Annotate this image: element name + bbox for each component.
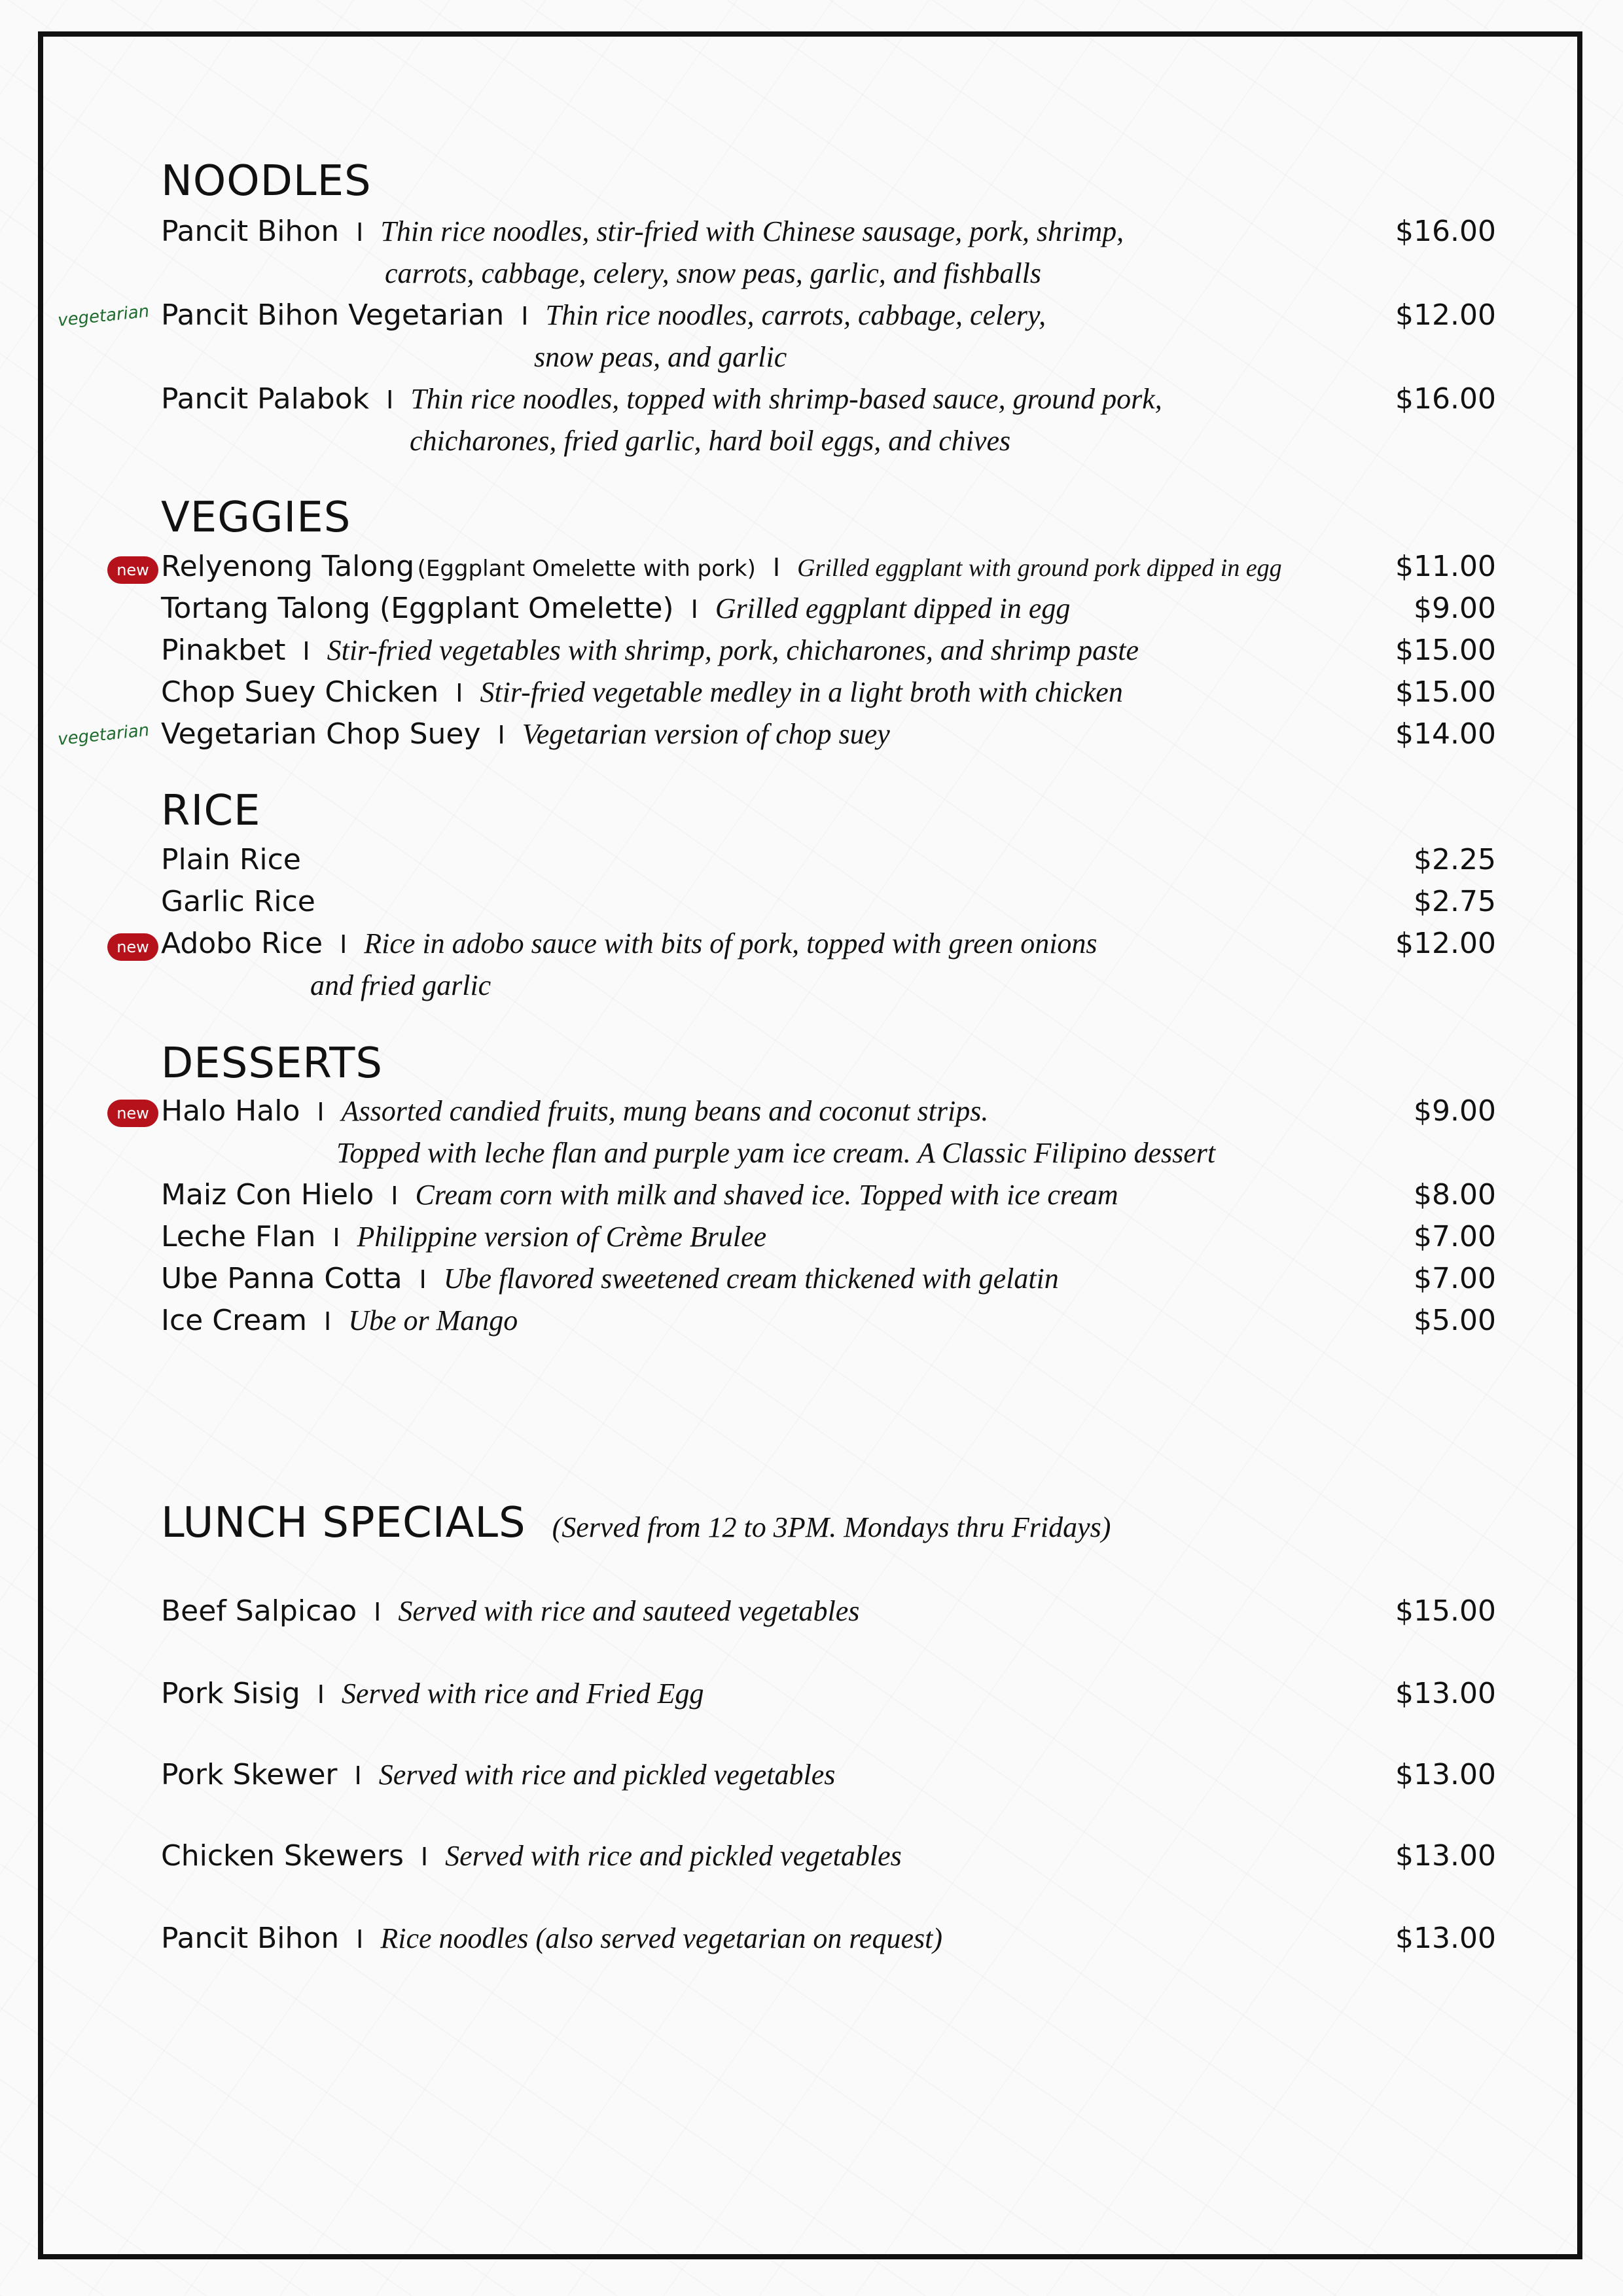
separator: I — [323, 1307, 332, 1336]
menu-item-ice-cream — [161, 1304, 1496, 1346]
section-title-veggies: VEGGIES — [161, 493, 351, 542]
separator: I — [521, 302, 529, 331]
item-name: Halo Halo — [161, 1094, 300, 1128]
item-price: $2.75 — [1414, 885, 1496, 918]
separator: I — [354, 1761, 362, 1790]
separator: I — [317, 1098, 325, 1126]
item-name: Chop Suey Chicken — [161, 675, 439, 709]
item-description: Thin rice noodles, carrots, cabbage, celery, — [545, 299, 1046, 331]
separator: I — [340, 930, 348, 959]
item-price: $15.00 — [1395, 675, 1496, 709]
item-description: Rice noodles (also served vegetarian on request) — [380, 1922, 942, 1954]
item-price: $7.00 — [1414, 1220, 1496, 1253]
item-description: Grilled eggplant with ground pork dipped in egg — [797, 554, 1282, 582]
item-price: $9.00 — [1414, 592, 1496, 625]
menu-item-pancit-bihon-vegetarian — [161, 298, 1496, 340]
item-price: $15.00 — [1395, 634, 1496, 667]
item-description: Ube flavored sweetened cream thickened with gelatin — [443, 1263, 1059, 1295]
item-price: $5.00 — [1414, 1304, 1496, 1337]
new-badge: new — [107, 933, 158, 961]
item-name: Relyenong Talong — [161, 550, 415, 583]
menu-item-vegetarian-chop-suey — [161, 717, 1496, 759]
item-description: Stir-fried vegetable medley in a light broth with chicken — [480, 676, 1123, 708]
item-name: Pork Sisig — [161, 1677, 300, 1710]
lunch-hours-note: (Served from 12 to 3PM. Mondays thru Fridays) — [552, 1511, 1111, 1543]
separator: I — [302, 637, 310, 666]
item-name: Vegetarian Chop Suey — [161, 717, 481, 751]
item-price: $13.00 — [1395, 1677, 1496, 1710]
item-description: Assorted candied fruits, mung beans and coconut strips. — [341, 1095, 989, 1127]
item-description-cont: and fried garlic — [310, 969, 491, 1001]
item-name: Garlic Rice — [161, 885, 315, 918]
new-badge: new — [107, 1100, 158, 1127]
item-name: Plain Rice — [161, 843, 301, 876]
menu-item-relyenong-talong — [161, 550, 1496, 592]
menu-item-maiz-con-hielo — [161, 1178, 1496, 1220]
item-name: Tortang Talong (Eggplant Omelette) — [161, 592, 674, 625]
item-description: Rice in adobo sauce with bits of pork, topped with green onions — [364, 927, 1097, 960]
item-name: Ube Panna Cotta — [161, 1262, 402, 1295]
item-name: Leche Flan — [161, 1220, 316, 1253]
separator: I — [455, 679, 463, 708]
menu-item-pancit-bihon — [161, 215, 1496, 257]
item-description-cont: Topped with leche flan and purple yam ice cream. A Classic Filipino dessert — [336, 1137, 1216, 1169]
section-title-rice: RICE — [161, 787, 261, 835]
item-description: Ube or Mango — [348, 1304, 518, 1336]
menu-item-pinakbet — [161, 634, 1496, 675]
item-name: Adobo Rice — [161, 927, 323, 960]
item-price: $13.00 — [1395, 1758, 1496, 1791]
item-description: Thin rice noodles, stir-fried with Chinese sausage, pork, shrimp, — [380, 215, 1124, 247]
menu-item-chop-suey-chicken — [161, 675, 1496, 717]
item-description: Served with rice and sauteed vegetables — [398, 1595, 860, 1627]
item-description: Served with rice and pickled vegetables — [378, 1759, 836, 1791]
menu-item-beef-salpicao — [161, 1594, 1496, 1636]
item-description-cont: chicharones, fried garlic, hard boil eggs, and chives — [410, 425, 1011, 457]
separator: I — [356, 1925, 364, 1954]
separator: I — [317, 1680, 325, 1709]
separator: I — [772, 553, 781, 582]
item-description: Cream corn with milk and shaved ice. Topped with ice cream — [415, 1179, 1118, 1211]
separator: I — [386, 386, 394, 414]
menu-item-tortang-talong — [161, 592, 1496, 634]
item-price: $11.00 — [1395, 550, 1496, 583]
menu-item-pancit-bihon-lunch — [161, 1922, 1496, 1964]
separator: I — [497, 721, 505, 749]
item-name: Pancit Palabok — [161, 382, 370, 416]
item-description: Thin rice noodles, topped with shrimp-based sauce, ground pork, — [410, 383, 1162, 415]
item-name: Beef Salpicao — [161, 1594, 357, 1628]
menu-item-plain-rice — [161, 843, 1496, 885]
item-description-cont: carrots, cabbage, celery, snow peas, garlic, and fishballs — [385, 257, 1041, 289]
menu-item-leche-flan — [161, 1220, 1496, 1262]
lunch-title: LUNCH SPECIALS — [161, 1499, 526, 1547]
separator: I — [391, 1181, 399, 1210]
new-badge: new — [107, 556, 158, 584]
item-name: Ice Cream — [161, 1304, 307, 1337]
separator: I — [356, 218, 364, 247]
item-name: Pancit Bihon — [161, 1922, 340, 1955]
item-price: $2.25 — [1414, 843, 1496, 876]
item-name: Pork Skewer — [161, 1758, 338, 1791]
menu-item-pork-sisig — [161, 1677, 1496, 1719]
item-description: Grilled eggplant dipped in egg — [715, 592, 1071, 624]
item-description: Vegetarian version of chop suey — [522, 718, 890, 750]
item-price: $7.00 — [1414, 1262, 1496, 1295]
item-description: Stir-fried vegetables with shrimp, pork, chicharones, and shrimp paste — [327, 634, 1139, 666]
menu-item-halo-halo — [161, 1094, 1496, 1136]
item-description: Served with rice and pickled vegetables — [445, 1840, 902, 1872]
vegetarian-badge: vegetarian — [56, 720, 151, 750]
item-price: $12.00 — [1395, 298, 1496, 332]
item-name: Maiz Con Hielo — [161, 1178, 374, 1211]
separator: I — [690, 595, 698, 624]
menu-item-adobo-rice — [161, 927, 1496, 969]
section-title-noodles: NOODLES — [161, 157, 372, 206]
item-name: Pancit Bihon Vegetarian — [161, 298, 505, 332]
menu-item-pancit-palabok — [161, 382, 1496, 424]
item-name: Chicken Skewers — [161, 1839, 404, 1873]
item-price: $12.00 — [1395, 927, 1496, 960]
vegetarian-badge: vegetarian — [56, 301, 151, 331]
item-price: $13.00 — [1395, 1839, 1496, 1873]
separator: I — [332, 1223, 340, 1252]
separator: I — [374, 1598, 382, 1626]
section-title-lunch-specials — [161, 1499, 1111, 1547]
item-description: Served with rice and Fried Egg — [341, 1677, 704, 1710]
item-name: Pinakbet — [161, 634, 286, 667]
item-price: $14.00 — [1395, 717, 1496, 751]
item-price: $15.00 — [1395, 1594, 1496, 1628]
section-title-desserts: DESSERTS — [161, 1039, 383, 1088]
separator: I — [420, 1842, 429, 1871]
item-price: $9.00 — [1414, 1094, 1496, 1128]
menu-item-ube-panna-cotta — [161, 1262, 1496, 1304]
item-description-cont: snow peas, and garlic — [534, 341, 787, 373]
menu-item-pork-skewer — [161, 1758, 1496, 1800]
item-price: $16.00 — [1395, 382, 1496, 416]
menu-item-garlic-rice — [161, 885, 1496, 927]
item-name: Pancit Bihon — [161, 215, 340, 248]
item-description: Philippine version of Crème Brulee — [357, 1221, 767, 1253]
separator: I — [419, 1265, 427, 1294]
item-price: $16.00 — [1395, 215, 1496, 248]
item-price: $8.00 — [1414, 1178, 1496, 1211]
item-price: $13.00 — [1395, 1922, 1496, 1955]
item-subtitle: (Eggplant Omelette with pork) — [417, 556, 756, 582]
menu-item-chicken-skewers — [161, 1839, 1496, 1881]
